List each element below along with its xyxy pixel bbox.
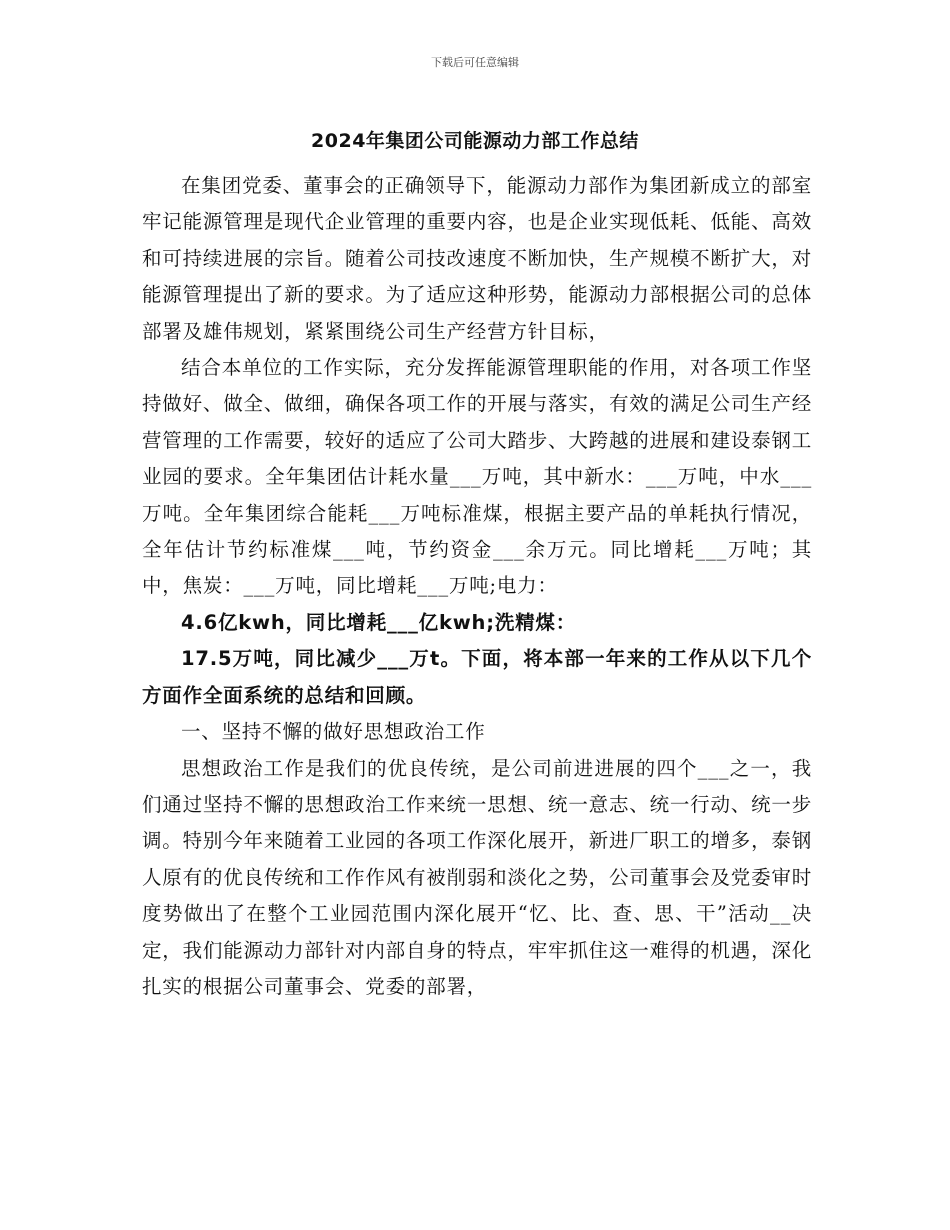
paragraph-intro: 在集团党委、董事会的正确领导下，能源动力部作为集团新成立的部室牢记能源管理是现代企业管理的重要内容，也是企业实现低耗、低能、高效和可持续进展的宗旨。随着公司技改速度不断加快，生产规模不断扩大，对能源管理提出了新的要求。为了适应这种形势，能源动力部根据公司的总体部署及雄伟规划，紧紧围绕公司生产经营方针目标， xyxy=(142,174,812,343)
header-note: 下载后可任意编辑 xyxy=(431,56,519,69)
document-title: 2024年集团公司能源动力部工作总结 xyxy=(311,130,639,152)
paragraph-political-work: 思想政治工作是我们的优良传统，是公司前进进展的四个___之一，我们通过坚持不懈的思想政治工作来统一思想、统一意志、统一行动、统一步调。特别今年来随着工业园的各项工作深化展开，新进厂职工的增多，泰钢人原有的优良传统和工作作风有被削弱和淡化之势，公司董事会及党委审时度势做出了在整个工业园范围内深化展开“忆、比、查、思、干”活动__决定，我们能源动力部针对内部自身的特点，牢牢抓住这一难得的机遇，深化扎实的根据公司董事会、党委的部署， xyxy=(142,756,812,998)
paragraph-coal: 17.5万吨，同比减少___万t。下面，将本部一年来的工作从以下几个方面作全面系统的总结和回顾。 xyxy=(142,647,812,707)
section-heading-1: 一、坚持不懈的做好思想政治工作 xyxy=(181,720,486,744)
document-body xyxy=(142,168,812,1005)
paragraph-work-summary: 结合本单位的工作实际，充分发挥能源管理职能的作用，对各项工作坚持做好、做全、做细，确保各项工作的开展与落实，有效的满足公司生产经营管理的工作需要，较好的适应了公司大踏步、大跨越的进展和建设泰钢工业园的要求。全年集团估计耗水量___万吨，其中新水：___万吨，中水___万吨。全年集团综合能耗___万吨标准煤，根据主要产品的单耗执行情况，全年估计节约标准煤___吨，节约资金___余万元。同比增耗___万吨；其中，焦炭：___万吨，同比增耗___万吨;电力： xyxy=(142,356,812,598)
paragraph-electricity: 4.6亿kwh，同比增耗___亿kwh;洗精煤： xyxy=(181,610,577,634)
